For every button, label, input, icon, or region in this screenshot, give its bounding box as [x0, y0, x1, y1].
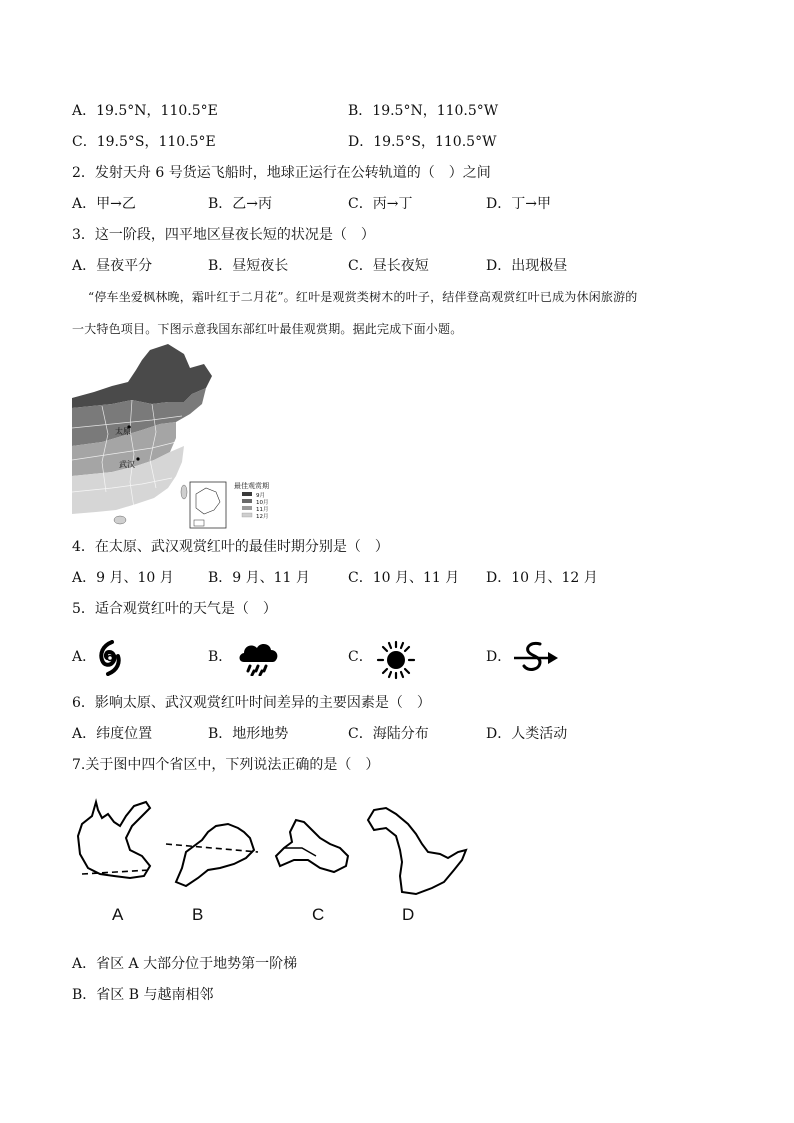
legend-title: 最佳观赏期 — [234, 482, 269, 490]
legend-swatch-1 — [242, 492, 252, 496]
q4-option-d: D．10 月、12 月 — [486, 570, 598, 586]
q6-option-c: C．海陆分布 — [348, 726, 429, 742]
legend-label-1: 9月 — [256, 493, 265, 499]
province-outline-c — [276, 820, 348, 872]
q3-option-c: C．昼长夜短 — [348, 258, 429, 274]
q7-stem: 7.关于图中四个省区中，下列说法正确的是（ ） — [72, 757, 380, 773]
q3-option-d: D．出现极昼 — [486, 258, 568, 274]
province-outlines-figure — [70, 796, 480, 906]
q2-stem: 2．发射天舟 6 号货运飞船时，地球正运行在公转轨道的（ ）之间 — [72, 165, 491, 181]
q6-option-b: B．地形地势 — [208, 726, 289, 742]
passage-line-2: 一大特色项目。下图示意我国东部红叶最佳观赏期。据此完成下面小题。 — [72, 322, 463, 336]
q5-stem: 5．适合观赏红叶的天气是（ ） — [72, 601, 277, 617]
q3-stem: 3．这一阶段，四平地区昼夜长短的状况是（ ） — [72, 227, 375, 243]
legend-label-4: 12月 — [256, 514, 269, 520]
wuhan-label: 武汉 — [119, 460, 135, 469]
q2-option-b: B．乙→丙 — [208, 196, 273, 212]
q6-option-a: A．纬度位置 — [72, 726, 153, 742]
q1-option-c: C．19.5°S，110.5°E — [72, 134, 216, 150]
sandstorm-icon — [512, 640, 560, 676]
hainan-island — [114, 516, 126, 524]
legend-label-3: 11月 — [256, 507, 269, 513]
q1-option-b: B．19.5°N，110.5°W — [348, 103, 499, 119]
q7-option-b: B．省区 B 与越南相邻 — [72, 987, 214, 1003]
province-label-c: C — [312, 905, 325, 924]
legend-swatch-2 — [242, 499, 252, 503]
taiwan-island — [181, 485, 187, 499]
sun-icon — [376, 640, 416, 680]
legend-swatch-4 — [242, 513, 252, 517]
q6-option-d: D．人类活动 — [486, 726, 568, 742]
passage-line-1: “停车坐爱枫林晚，霜叶红于二月花”。红叶是观赏类树木的叶子，结伴登高观赏红叶已成为休闲旅游的 — [88, 290, 638, 304]
province-label-d: D — [402, 905, 415, 924]
q1-option-a: A．19.5°N，110.5°E — [72, 103, 218, 119]
wuhan-marker — [136, 457, 139, 460]
q3-option-a: A．昼夜平分 — [72, 258, 153, 274]
q3-option-b: B．昼短夜长 — [208, 258, 289, 274]
typhoon-icon — [98, 640, 122, 676]
q4-stem: 4．在太原、武汉观赏红叶的最佳时期分别是（ ） — [72, 539, 389, 555]
legend-label-2: 10月 — [256, 500, 269, 506]
q4-option-c: C．10 月、11 月 — [348, 570, 460, 586]
red-leaf-viewing-map — [72, 342, 282, 532]
q5-option-b: B． — [208, 649, 233, 665]
province-label-b: B — [192, 905, 204, 924]
q2-option-c: C．丙→丁 — [348, 196, 413, 212]
province-outline-b — [176, 824, 254, 886]
province-label-a: A — [112, 905, 124, 924]
q5-option-c: C． — [348, 649, 373, 665]
taiyuan-label: 太原 — [115, 427, 131, 436]
q7-option-a: A．省区 A 大部分位于地势第一阶梯 — [72, 956, 298, 972]
q5-option-d: D． — [486, 649, 512, 665]
q6-stem: 6．影响太原、武汉观赏红叶时间差异的主要因素是（ ） — [72, 695, 431, 711]
rain-cloud-icon — [236, 640, 280, 676]
q2-option-a: A．甲→乙 — [72, 196, 136, 212]
q2-option-d: D．丁→甲 — [486, 196, 551, 212]
province-outline-a — [78, 802, 150, 878]
q4-option-a: A．9 月、10 月 — [72, 570, 174, 586]
q4-option-b: B．9 月、11 月 — [208, 570, 310, 586]
q1-option-d: D．19.5°S，110.5°W — [348, 134, 497, 150]
legend-swatch-3 — [242, 506, 252, 510]
q5-option-a: A． — [72, 649, 97, 665]
province-outline-d — [368, 808, 466, 894]
